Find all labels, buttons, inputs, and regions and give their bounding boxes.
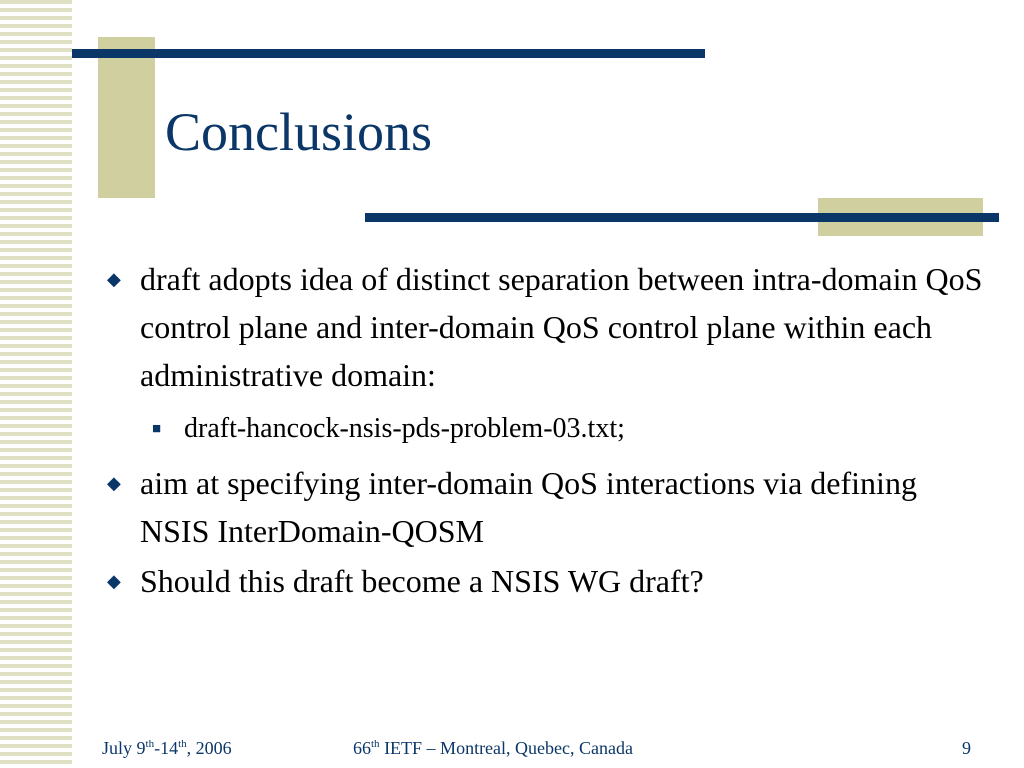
title-accent-block xyxy=(98,37,155,198)
slide-title: Conclusions xyxy=(165,102,433,162)
page-number: 9 xyxy=(962,738,971,758)
bullet-text: draft adopts idea of distinct separation between intra-domain QoS control plane and inter-domain QoS control plane within each administrative domain: xyxy=(140,261,983,393)
diamond-bullet-icon: ◆ xyxy=(107,269,121,289)
top-rule xyxy=(72,49,705,58)
footer-date: July 9th-14th, 2006 xyxy=(102,738,232,758)
bullet-item xyxy=(104,557,994,605)
slide-body xyxy=(104,255,994,605)
sub-bullet-text: draft-hancock-nsis-pds-problem-03.txt; xyxy=(184,413,625,444)
footer-event: 66th IETF – Montreal, Quebec, Canada xyxy=(353,738,633,758)
title-divider-rule xyxy=(365,213,999,222)
square-bullet-icon: ■ xyxy=(152,421,162,437)
bullet-text: aim at specifying inter-domain QoS interactions via defining NSIS InterDomain-QOSM xyxy=(140,465,917,549)
diamond-bullet-icon: ◆ xyxy=(107,473,121,493)
diamond-bullet-icon: ◆ xyxy=(107,571,121,591)
bullet-item xyxy=(104,255,994,399)
bullet-text: Should this draft become a NSIS WG draft? xyxy=(140,563,704,599)
decorative-stripes xyxy=(0,0,72,768)
sub-bullet-item xyxy=(104,409,994,449)
bullet-item xyxy=(104,459,994,555)
